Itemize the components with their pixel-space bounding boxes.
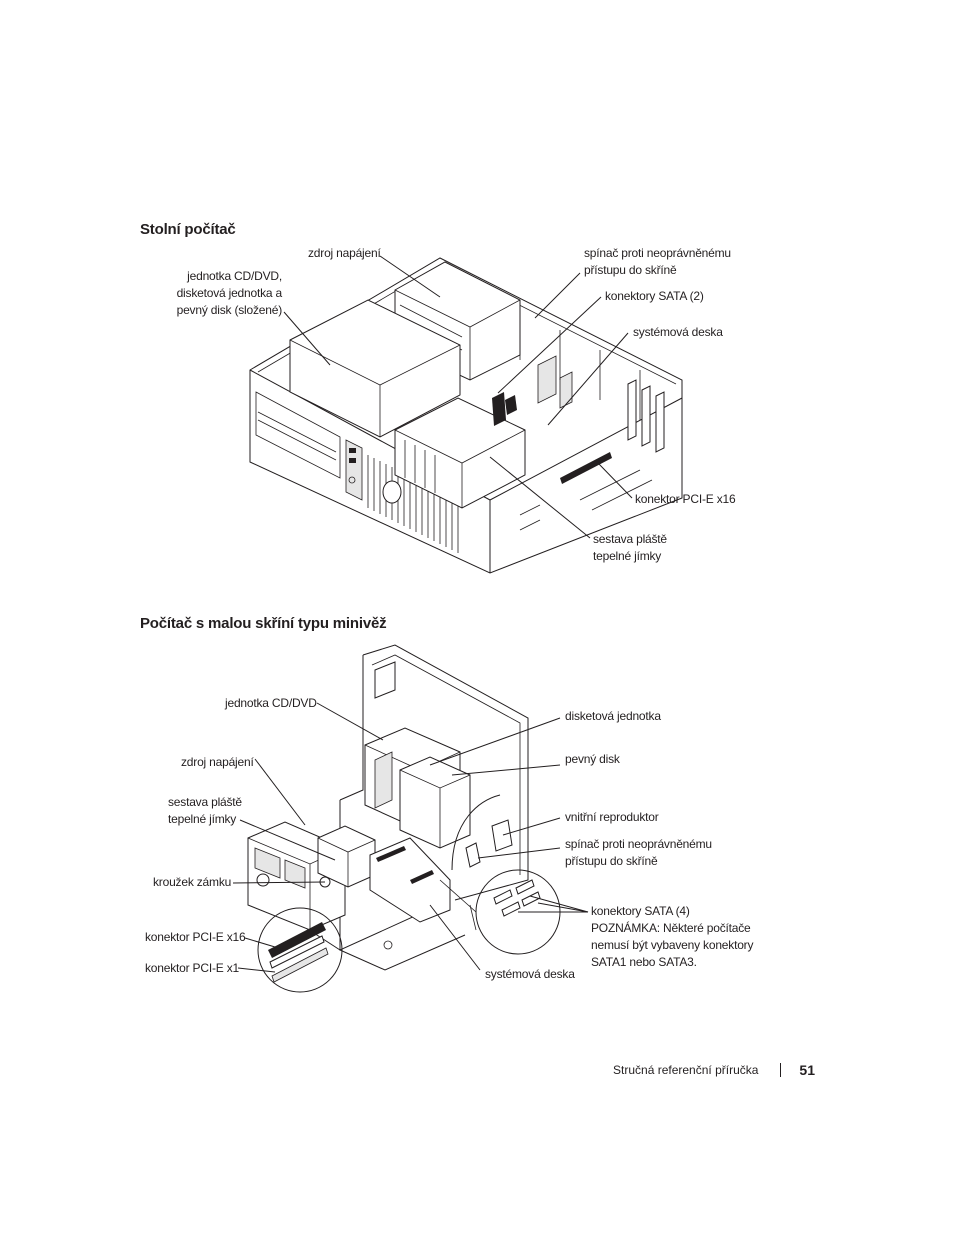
label-desktop-intrusion-switch [584, 245, 731, 279]
label-line: přístupu do skříně [584, 263, 677, 277]
section-title-desktop: Stolní počítač [140, 221, 236, 238]
label-desktop-sata: konektory SATA (2) [605, 289, 704, 303]
label-line: SATA1 nebo SATA3. [591, 955, 697, 969]
label-desktop-heat-sink [593, 531, 667, 565]
label-line: spínač proti neoprávněnému [565, 837, 712, 851]
label-tower-pcie-x1: konektor PCI-E x1 [145, 961, 239, 975]
label-tower-pcie-x16: konektor PCI-E x16 [145, 930, 246, 944]
footer-title: Stručná referenční příručka [613, 1063, 759, 1077]
label-line: konektory SATA (4) [591, 904, 690, 918]
label-tower-hard-drive: pevný disk [565, 752, 620, 766]
label-line: jednotka CD/DVD, [187, 269, 282, 283]
label-desktop-system-board: systémová deska [633, 325, 723, 339]
label-tower-speaker: vnitřní reproduktor [565, 810, 659, 824]
label-tower-system-board: systémová deska [485, 967, 575, 981]
label-tower-sata [591, 903, 753, 971]
footer-separator [780, 1063, 781, 1077]
label-line: POZNÁMKA: Některé počítače [591, 921, 751, 935]
label-line: sestava pláště [168, 795, 242, 809]
label-line: spínač proti neoprávněnému [584, 246, 731, 260]
label-line: nemusí být vybaveny konektory [591, 938, 754, 952]
label-line: tepelné jímky [593, 549, 662, 563]
label-line: přístupu do skříně [565, 854, 658, 868]
label-desktop-drives [168, 268, 282, 319]
label-tower-power-supply: zdroj napájení [181, 755, 254, 769]
label-line: pevný disk (složené) [176, 303, 282, 317]
label-line: disketová jednotka a [176, 286, 282, 300]
label-tower-intrusion-switch [565, 836, 712, 870]
page-number: 51 [799, 1062, 815, 1078]
label-desktop-power-supply: zdroj napájení [308, 246, 381, 260]
page-footer [613, 1062, 815, 1078]
label-desktop-pcie-x16: konektor PCI-E x16 [635, 492, 736, 506]
label-tower-cd-dvd: jednotka CD/DVD [225, 696, 317, 710]
section-title-minitower: Počítač s malou skříní typu minivěž [140, 615, 387, 632]
label-line: tepelné jímky [168, 812, 237, 826]
label-line: sestava pláště [593, 532, 667, 546]
label-tower-heat-sink [168, 794, 242, 828]
label-tower-padlock-ring: kroužek zámku [153, 875, 232, 889]
label-tower-floppy: disketová jednotka [565, 709, 661, 723]
